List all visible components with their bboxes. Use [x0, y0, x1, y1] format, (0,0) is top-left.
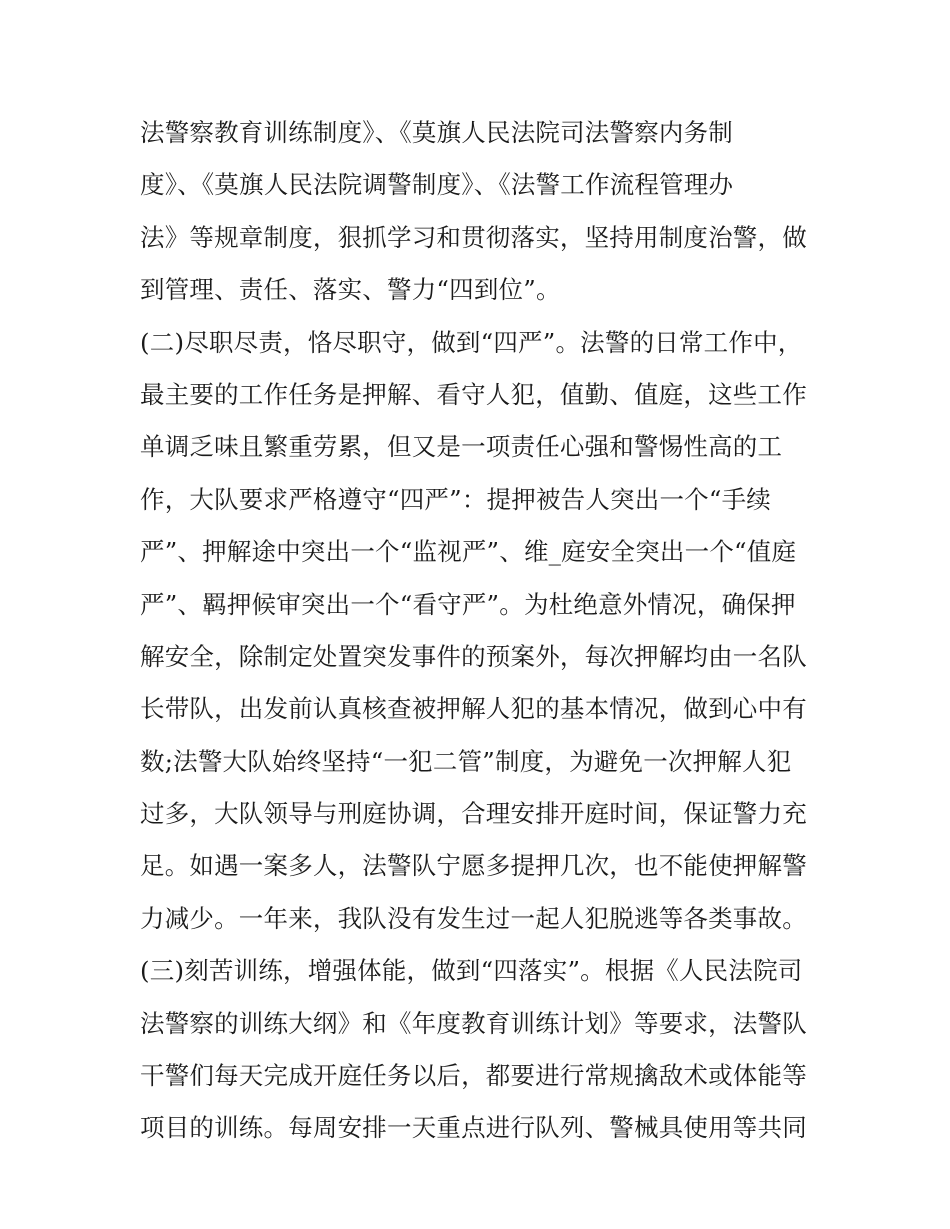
text-line: 严”、羁押候审突出一个“看守严”。为杜绝意外情况，确保押	[140, 589, 796, 619]
text-line: 过多，大队领导与刑庭协调，合理安排开庭时间，保证警力充	[140, 799, 807, 829]
text-line: 干警们每天完成开庭任务以后，都要进行常规擒敌术或体能等	[140, 1061, 807, 1091]
text-line: (二)尽职尽责，恪尽职守，做到“四严”。法警的日常工作中，	[140, 327, 803, 357]
text-line: 力减少。一年来，我队没有发生过一起人犯脱逃等各类事故。	[140, 903, 807, 933]
text-line: 单调乏味且繁重劳累，但又是一项责任心强和警惕性高的工	[140, 432, 783, 462]
text-line: 最主要的工作任务是押解、看守人犯，值勤、值庭，这些工作	[140, 379, 807, 409]
text-line: 项目的训练。每周安排一天重点进行队列、警械具使用等共同	[140, 1113, 807, 1143]
text-line: 法》等规章制度，狠抓学习和贯彻落实，坚持用制度治警，做	[140, 222, 807, 252]
text-line: 足。如遇一案多人，法警队宁愿多提押几次，也不能使押解警	[140, 851, 807, 881]
text-line: (三)刻苦训练，增强体能，做到“四落实”。根据《人民法院司	[140, 956, 803, 986]
text-line: 法警察的训练大纲》和《年度教育训练计划》等要求，法警队	[140, 1008, 807, 1038]
text-line: 到管理、责任、落实、警力“四到位”。	[140, 275, 561, 305]
text-line: 解安全，除制定处置突发事件的预案外，每次押解均由一名队	[140, 641, 807, 671]
body-text	[140, 107, 820, 1155]
text-line: 数;法警大队始终坚持“一犯二管”制度，为避免一次押解人犯	[140, 746, 792, 776]
text-line: 法警察教育训练制度》、《莫旗人民法院司法警察内务制	[140, 118, 733, 147]
text-line: 长带队，出发前认真核查被押解人犯的基本情况，做到心中有	[140, 694, 807, 724]
text-line: 作，大队要求严格遵守“四严”：提押被告人突出一个“手续	[140, 484, 771, 514]
text-line: 严”、押解途中突出一个“监视严”、维_庭安全突出一个“值庭	[140, 537, 797, 567]
text-line: 度》、《莫旗人民法院调警制度》、《法警工作流程管理办	[140, 170, 734, 200]
